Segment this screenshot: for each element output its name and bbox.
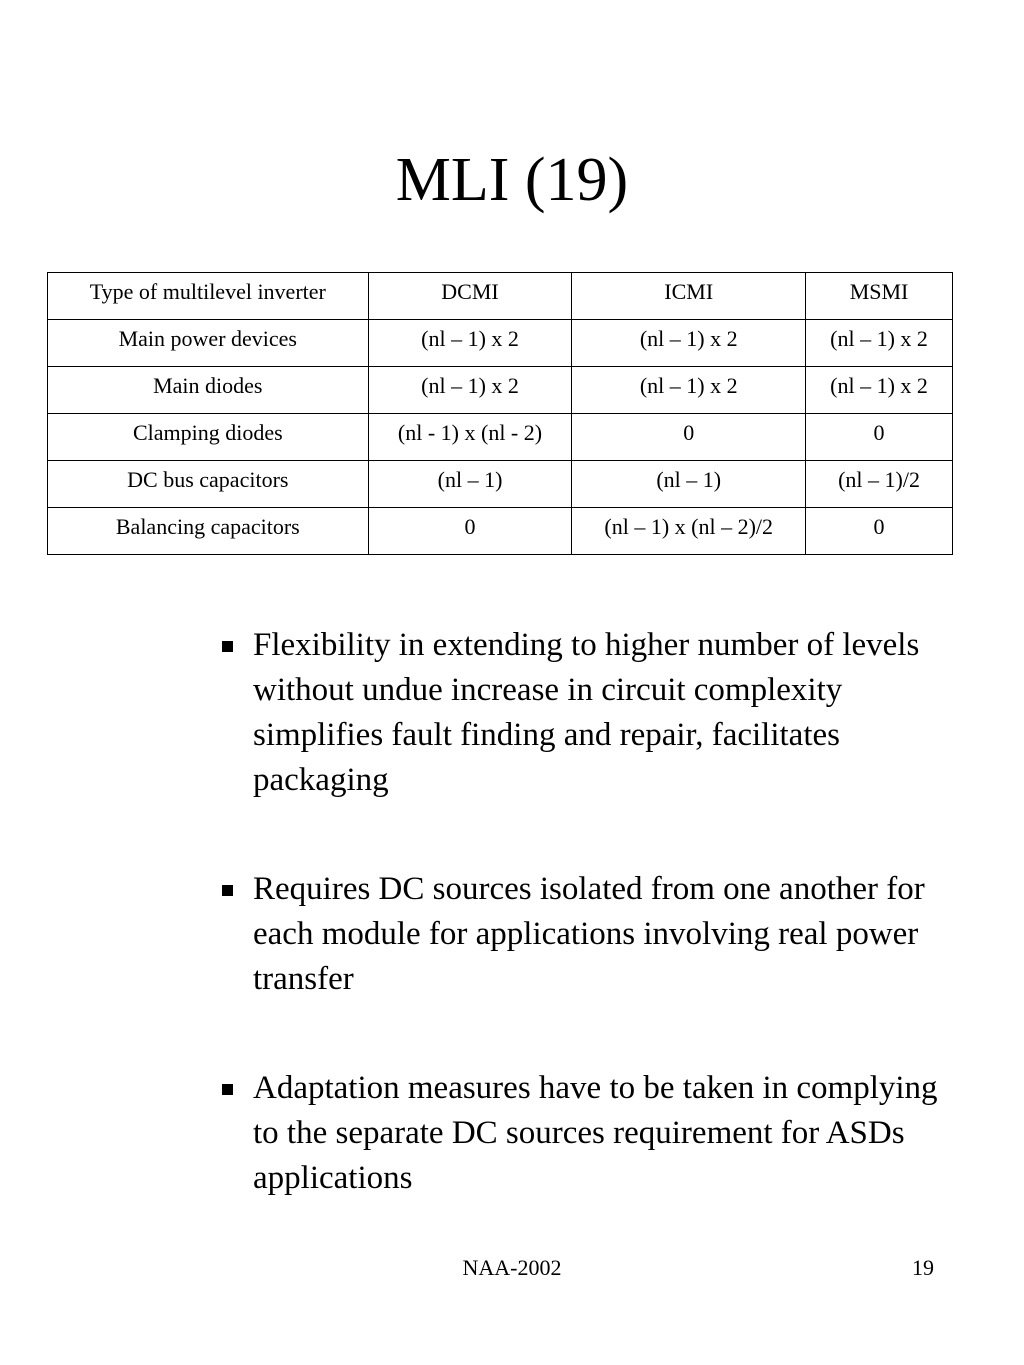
table-cell: Balancing capacitors <box>48 508 369 555</box>
page-number: 19 <box>912 1255 934 1280</box>
table-cell: (nl – 1) x (nl – 2)/2 <box>572 508 806 555</box>
table-cell: Main power devices <box>48 320 369 367</box>
table-cell: Main diodes <box>48 367 369 414</box>
slide-title: MLI (19) <box>395 146 629 214</box>
bullet-list <box>220 623 940 1265</box>
table-cell: 0 <box>572 414 806 461</box>
table-header-row <box>48 273 953 320</box>
square-bullet-icon <box>222 885 233 896</box>
table-cell: (nl – 1) x 2 <box>806 367 953 414</box>
bullet-item <box>220 1066 940 1201</box>
table-row <box>48 367 953 414</box>
table-cell: (nl – 1)/2 <box>806 461 953 508</box>
bullet-text: Flexibility in extending to higher number of levels without undue increase in circuit complexity simplifies fault finding and repair, facilitates packaging <box>253 627 920 798</box>
table-cell: (nl – 1) x 2 <box>806 320 953 367</box>
table-cell: (nl – 1) <box>572 461 806 508</box>
table-header-cell: ICMI <box>572 273 806 320</box>
table-row <box>48 461 953 508</box>
bullet-item <box>220 867 940 1002</box>
footer-label: NAA-2002 <box>462 1255 562 1280</box>
table-header-cell: Type of multilevel inverter <box>48 273 369 320</box>
table-cell: (nl – 1) x 2 <box>368 320 572 367</box>
bullet-text: Adaptation measures have to be taken in complying to the separate DC sources requirement for ASDs applications <box>253 1070 938 1196</box>
square-bullet-icon <box>222 1084 233 1095</box>
inverter-comparison-table <box>47 272 953 555</box>
table-header-cell: MSMI <box>806 273 953 320</box>
square-bullet-icon <box>222 641 233 652</box>
table-cell: (nl – 1) <box>368 461 572 508</box>
table-cell: (nl – 1) x 2 <box>572 320 806 367</box>
table-header-cell: DCMI <box>368 273 572 320</box>
table-cell: Clamping diodes <box>48 414 369 461</box>
bullet-item <box>220 623 940 803</box>
table-row <box>48 320 953 367</box>
table-cell: (nl – 1) x 2 <box>572 367 806 414</box>
table-cell: 0 <box>368 508 572 555</box>
table-cell: 0 <box>806 508 953 555</box>
table-cell: (nl – 1) x 2 <box>368 367 572 414</box>
bullet-text: Requires DC sources isolated from one another for each module for applications involving real power transfer <box>253 871 925 997</box>
table-cell: (nl - 1) x (nl - 2) <box>368 414 572 461</box>
table-cell: 0 <box>806 414 953 461</box>
table-row <box>48 508 953 555</box>
table-cell: DC bus capacitors <box>48 461 369 508</box>
table-row <box>48 414 953 461</box>
